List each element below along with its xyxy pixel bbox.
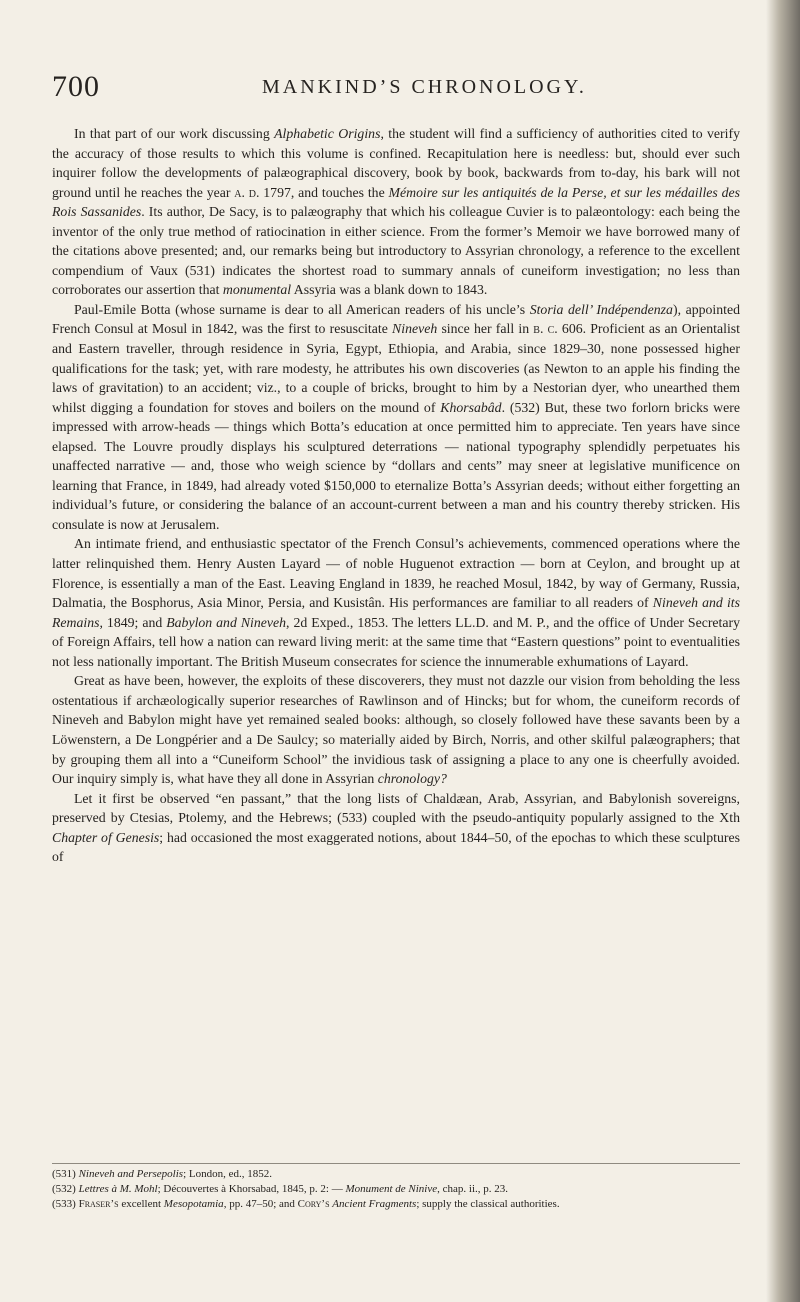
text-run: b. c. — [533, 321, 558, 337]
text-run: a. d. — [234, 184, 260, 200]
text-run: Assyria was a blank down to 1843. — [291, 282, 488, 298]
italic-text: Lettres à M. Mohl — [78, 1183, 158, 1195]
text-run: , the student will find a sufficiency of authorities cited to verify the accuracy of those results to which this volume is confined. Recapitulation here is needless: but, should ever such inquirer follow the developments of palæographical discovery, book by book, backwards from to-day, his bark will not ground until he reaches the year — [52, 126, 740, 200]
italic-text: Ancient Fragments — [332, 1198, 417, 1210]
footnote — [52, 1182, 740, 1197]
text-run: An intimate friend, and enthusiastic spectator of the French Consul’s achievements, commenced operations where the latter relinquished them. Henry Austen Layard — of noble Huguenot extraction — born at Ceylon, and brought up at Florence, is essentially a man of the East. Leaving England in 1839, he reached Mosul, 1842, by way of Germany, Russia, Dalmatia, the Bosphorus, Asia Minor, Persia, and Kusistân. His performances are familiar to all readers of — [52, 536, 740, 611]
running-title: MANKIND’S CHRONOLOGY. — [262, 76, 587, 98]
paragraph — [52, 300, 740, 535]
text-run: Fraser’s — [78, 1198, 119, 1210]
text-run: Great as have been, however, the exploits of these discoverers, they must not dazzle our vision from beholding the less ostentatious if archæologically superior researches of Rawlinson and of Hincks; but for whom, the cuneiform records of Nineveh and Babylon might have yet remained sealed books: although, so closely followed have these savants been by a Löwenstern, a De Longpérier and a De Saulcy; so materially aided by Birch, Norris, and other skilful palæographers; that by grouping them all into a “Cuneiform School” the invidious task of assigning a place to any one is cheerfully avoided. Our inquiry simply is, what have they all done in Assyrian — [52, 673, 740, 787]
paragraph — [52, 534, 740, 671]
text-run: ; Découvertes à Khorsabad, 1845, p. 2: — — [157, 1183, 346, 1195]
italic-text: chronology? — [377, 771, 447, 787]
text-run: , 1849; and — [99, 614, 167, 630]
footnote-rule — [52, 1163, 740, 1164]
text-run: 606. Proficient as an Orientalist and Eastern traveller, through residence in Syria, Egypt, Ethiopia, and Arabia, since 1829–30, none possessed higher qualifications for the task; yet, with rare modesty, he attributes his own discoveries (as Newton to an apple his finding the laws of gravitation) to an accident; viz., to a couple of bricks, brought to him by a Nestorian dyer, who unearthed them whilst digging a foundation for stoves and boilers on the mound of — [52, 321, 741, 415]
text-run: Let it first be observed “en passant,” that the long lists of Chaldæan, Arab, Assyrian, and Babylonish sovereigns, preserved by Ctesias, Ptolemy, and the Hebrews; (533) coupled with the pseudo-antiquity popularly assigned to the Xth — [52, 790, 740, 826]
page-number: 700 — [52, 70, 100, 103]
text-run: 1797, and touches the — [259, 184, 389, 200]
italic-text: Nineveh — [392, 321, 438, 337]
italic-text: Mémoire sur les antiquités de la Perse, et sur les médailles des Rois Sassanides — [52, 184, 741, 220]
page-header — [52, 70, 752, 114]
paragraph — [52, 671, 740, 788]
text-run: Cory’s — [297, 1198, 330, 1210]
italic-text: Monument de Ninive — [345, 1183, 438, 1195]
italic-text: Mesopotamia — [163, 1198, 224, 1210]
text-run: , chap. ii., p. 23. — [437, 1183, 509, 1195]
text-run: . Its author, De Sacy, is to palæography that which his colleague Cuvier is to palæontology: each being the inventor of the only true method of ratiocination in either science. From the former’s Memoir we have borrowed many of the citations above presented; and, our remarks being but introductory to Assyrian chronology, a reference to the excellent compendium of Vaux (531) indicates the shortest road to summary annals of cuneiform investigation; no less than corroborates our assertion that — [52, 204, 740, 298]
text-run: ; London, ed., 1852. — [183, 1168, 272, 1180]
text-run: (533) — [52, 1198, 79, 1210]
text-run: , 2d Exped., 1853. The letters LL.D. and M. P., and the office of Under Secretary of Foreign Affairs, tell how a nation can reward living merit: at the same time that “Eastern questions” point to eventualities not less nationally important. The British Museum consecrates for science the innumerable exhumations of Layard. — [52, 614, 740, 669]
italic-text: Babylon and Nineveh — [166, 614, 287, 630]
italic-text: Chapter of Genesis — [52, 829, 160, 845]
text-run: excellent — [118, 1198, 164, 1210]
italic-text: monumental — [222, 282, 292, 298]
italic-text: Storia dell’ Indépendenza — [529, 301, 673, 317]
page-edge-shadow — [766, 0, 800, 1302]
text-run: ; had occasioned the most exaggerated notions, about 1844–50, of the epochas to which these sculptures of — [52, 829, 740, 865]
text-run: (531) — [52, 1168, 79, 1180]
body-text — [52, 124, 740, 867]
italic-text: Nineveh and Persepolis — [78, 1168, 184, 1180]
italic-text: Alphabetic Origins — [274, 126, 381, 141]
text-run: Paul-Emile Botta (whose surname is dear to all American readers of his uncle’s — [74, 301, 530, 317]
paragraph — [52, 789, 740, 867]
text-run: ), appointed French Consul at Mosul in 1842, was the first to resuscitate — [52, 301, 740, 337]
footnotes — [52, 1167, 740, 1212]
text-run: (532) — [52, 1183, 79, 1195]
text-run: In that part of our work discussing — [74, 126, 275, 141]
text-run: ; supply the classical authorities. — [416, 1198, 560, 1210]
italic-text: Khorsabâd — [440, 399, 502, 415]
paragraph — [52, 124, 740, 300]
text-run: . (532) But, these two forlorn bricks were impressed with arrow-heads — things which Botta’s education at once permitted him to appreciate. Ten years have since elapsed. The Louvre proudly displays his sculptured deterrations — national typography splendidly perpetuates his unaffected narrative — and, those who weigh science by “dollars and cents” may sneer at legislative munificence on learning that France, in 1849, had already voted $150,000 to eternalize Botta’s Assyrian deeds; without either forgetting an individual’s future, or considering the balance of an account-current between a man and his country thereby stricken. His consulate is now at Jerusalem. — [52, 399, 740, 532]
text-run: , pp. 47–50; and — [223, 1198, 298, 1210]
footnote — [52, 1167, 740, 1182]
text-run: since her fall in — [437, 321, 534, 337]
italic-text: Nineveh and its Remains — [52, 595, 740, 630]
footnote — [52, 1197, 740, 1212]
